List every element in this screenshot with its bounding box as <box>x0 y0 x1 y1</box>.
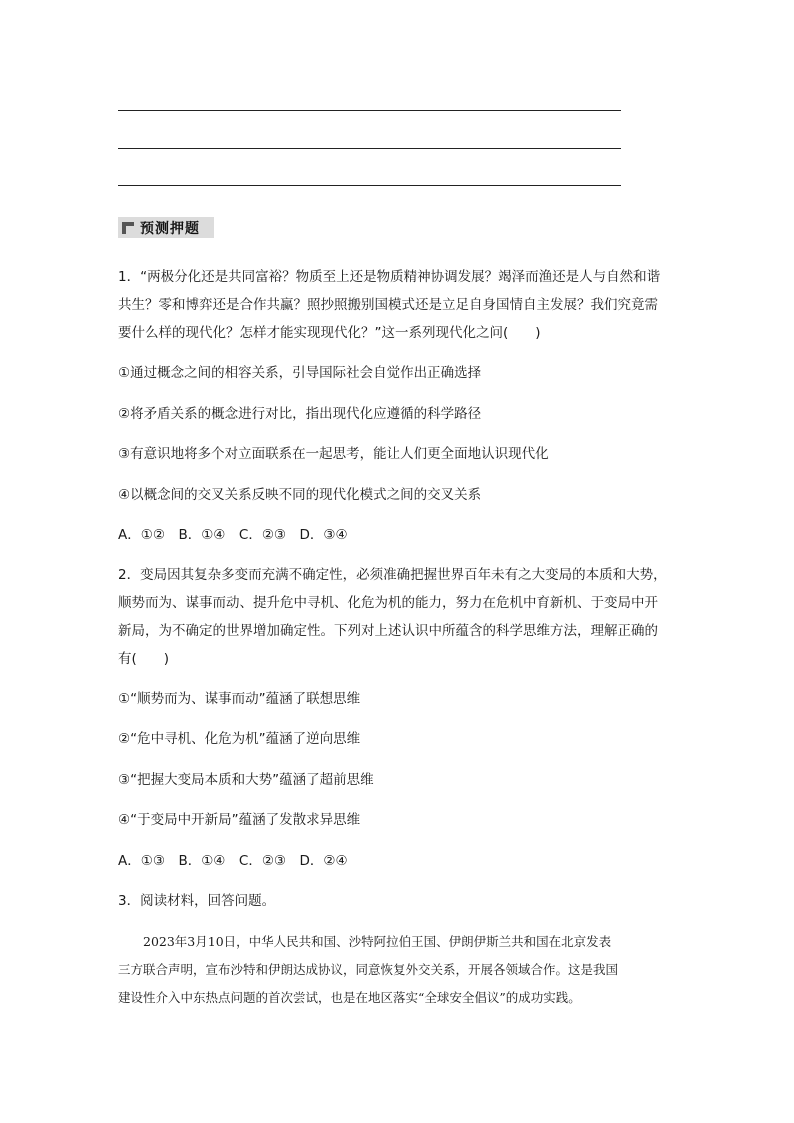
q2-stem-line: 顺势而为、谋事而动、提升危中寻机、化危为机的能力，努力在危机中育新机、于变局中开 <box>118 595 658 611</box>
section-square-icon <box>122 222 134 234</box>
answer-line-2 <box>118 148 621 149</box>
q3-material-text: 2023年3月10日，中华人民共和国、沙特阿拉伯王国、伊朗伊斯兰共和国在北京发表三方联合声明，宣布沙特和伊朗达成协议，同意恢复外交关系，开展各领域合作。这是我国建设性介入中东热点问题的首次尝试，也是在地区落实“全球安全倡议”的成功实践。 <box>118 934 619 1005</box>
q2-choices: A．①③ B．①④ C．②③ D．②④ <box>118 853 348 869</box>
q1-option: ②将矛盾关系的概念进行对比，指出现代化应遵循的科学路径 <box>118 406 482 422</box>
answer-line-1 <box>118 110 621 111</box>
q1-option: ④以概念间的交叉关系反映不同的现代化模式之间的交叉关系 <box>118 487 482 503</box>
q1-choices: A．①② B．①④ C．②③ D．③④ <box>118 527 348 543</box>
section-title: 预测押题 <box>140 220 200 237</box>
q1-option: ①通过概念之间的相容关系，引导国际社会自觉作出正确选择 <box>118 365 482 381</box>
q1-stem-line: 1．“两极分化还是共同富裕？物质至上还是物质精神协调发展？竭泽而渔还是人与自然和谐 <box>118 269 661 285</box>
q2-stem-line: 有( ) <box>118 651 170 667</box>
q2-option: ①“顺势而为、谋事而动”蕴涵了联想思维 <box>118 691 361 707</box>
q1-stem-line: 要什么样的现代化？怎样才能实现现代化？”这一系列现代化之问( ) <box>118 325 541 341</box>
q3-stem: 3．阅读材料，回答问题。 <box>118 893 276 909</box>
q2-option: ③“把握大变局本质和大势”蕴涵了超前思维 <box>118 772 374 788</box>
q2-option: ②“危中寻机、化危为机”蕴涵了逆向思维 <box>118 731 361 747</box>
answer-line-3 <box>118 185 621 186</box>
q2-option: ④“于变局中开新局”蕴涵了发散求异思维 <box>118 812 361 828</box>
section-header <box>118 217 214 238</box>
q3-material <box>118 928 623 1012</box>
q2-stem-line: 2．变局因其复杂多变而充满不确定性，必须准确把握世界百年未有之大变局的本质和大势， <box>118 567 667 583</box>
q2-stem-line: 新局，为不确定的世界增加确定性。下列对上述认识中所蕴含的科学思维方法，理解正确的 <box>118 623 658 639</box>
q1-stem-line: 共生？零和博弈还是合作共赢？照抄照搬别国模式还是立足自身国情自主发展？我们究竟需 <box>118 297 658 313</box>
q1-option: ③有意识地将多个对立面联系在一起思考，能让人们更全面地认识现代化 <box>118 446 549 462</box>
